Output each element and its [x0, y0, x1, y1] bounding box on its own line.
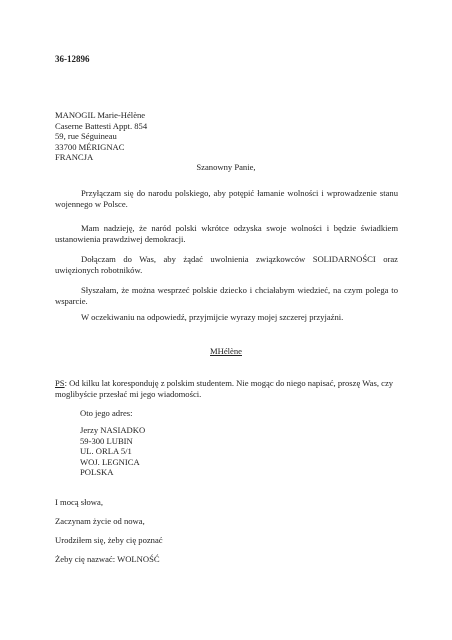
- sender-address-line: 59, rue Séguineau: [55, 131, 117, 141]
- reference-number: 36-12896: [55, 54, 90, 64]
- poem-line: Żeby cię nazwać: WOLNOŚĆ: [55, 554, 160, 564]
- body-paragraph: Dołączam do Was, aby żądać uwolnienia związkowców SOLIDARNOŚCI oraz uwięzionych robotników.: [55, 254, 398, 275]
- contact-address-line: UL. ORLA 5/1: [80, 446, 132, 456]
- postscript-text: : Od kilku lat koresponduję z polskim studentem. Nie mogąc do niego napisać, proszę Was, czy moglibyście przesłać mi jego wiadomości.: [55, 378, 394, 399]
- contact-address: [80, 425, 145, 478]
- sender-country: FRANCJA: [55, 152, 94, 162]
- signature: [0, 346, 452, 357]
- address-intro: Oto jego adres:: [80, 408, 133, 418]
- body-paragraph: Słyszałam, że można wesprzeć polskie dziecko i chciałabym wiedzieć, na czym polega to wsparcie.: [55, 285, 398, 306]
- contact-address-line: WOJ. LEGNICA: [80, 456, 140, 467]
- postscript: [55, 378, 398, 400]
- sender-address: [55, 110, 147, 163]
- sender-address-line: 33700 MÉRIGNAC: [55, 141, 125, 152]
- contact-country: POLSKA: [80, 467, 114, 477]
- poem-line: Zaczynam życie od nowa,: [55, 516, 145, 526]
- sender-address-line: Caserne Battesti Appt. 854: [55, 120, 148, 131]
- contact-address-line: 59-300 LUBIN: [80, 435, 133, 446]
- postscript-label: PS: [55, 378, 65, 388]
- poem: [55, 493, 163, 569]
- salutation: Szanowny Panie,: [196, 162, 256, 172]
- poem-line: Urodziłem się, żeby cię poznać: [55, 535, 163, 545]
- body-paragraph: W oczekiwaniu na odpowiedź, przyjmijcie wyrazy mojej szczerej przyjaźni.: [81, 312, 344, 322]
- poem-line: I mocą słowa,: [55, 497, 103, 507]
- sender-name: MANOGIL Marie-Hélène: [55, 110, 146, 120]
- body-paragraph: Mam nadzieję, że naród polski wkrótce odzyska swoje wolności i będzie świadkiem ustanowienia prawdziwej demokracji.: [55, 223, 398, 244]
- body-paragraph: Przyłączam się do narodu polskiego, aby potępić łamanie wolności i wprowadzenie stanu wojennego w Polsce.: [55, 188, 398, 209]
- signature-text: MHélène: [210, 346, 242, 356]
- contact-name: Jerzy NASIADKO: [80, 425, 146, 435]
